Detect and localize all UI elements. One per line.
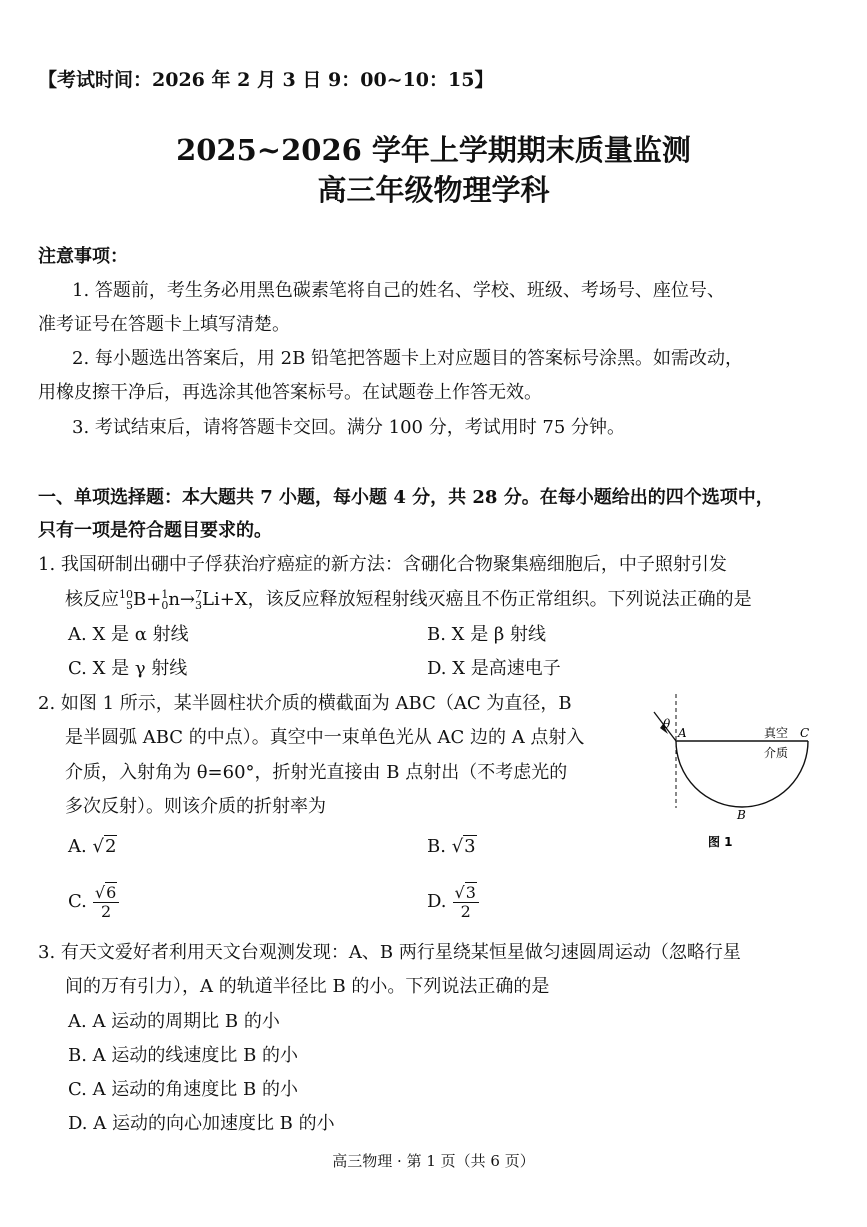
q2-option-a-label: A. xyxy=(68,836,87,857)
q1-line2-prefix: 核反应 xyxy=(65,589,119,610)
figure-caption: 图 1 xyxy=(708,835,733,849)
boron-atomic-number: 5 xyxy=(126,599,133,612)
q2-option-a-radicand: 2 xyxy=(104,836,117,857)
q3-stem-line2: 间的万有引力），A 的轨道半径比 B 的小。下列说法正确的是 xyxy=(65,976,550,997)
q2-option-d-numerator: 3 xyxy=(465,882,476,902)
notice-item-2-line2: 用橡皮擦干净后，再选涂其他答案标号。在试题卷上作答无效。 xyxy=(38,382,542,403)
exam-title-line2: 高三年级物理学科 xyxy=(317,173,550,207)
lithium-symbol: Li+X， xyxy=(202,589,266,610)
q1-stem-line1: 1. 我国研制出硼中子俘获治疗癌症的新方法：含硼化合物聚集癌细胞后，中子照射引发 xyxy=(38,554,727,575)
notice-item-1-line1: 1. 答题前，考生务必用黑色碳素笔将自己的姓名、学校、班级、考场号、座位号、 xyxy=(72,280,725,301)
sqrt-symbol: √6 xyxy=(94,882,117,902)
q3-option-b: B. A 运动的线速度比 B 的小 xyxy=(68,1045,299,1066)
q3-stem-line1: 3. 有天文爱好者利用天文台观测发现：A、B 两行星绕某恒星做匀速圆周运动（忽略行星 xyxy=(38,942,741,963)
q2-option-d xyxy=(427,880,479,924)
boron-symbol: B+ xyxy=(133,589,162,610)
q3-option-a: A. A 运动的周期比 B 的小 xyxy=(68,1011,280,1032)
q1-option-b: B. X 是 β 射线 xyxy=(427,624,547,645)
fraction xyxy=(93,884,119,921)
boron-mass-number: 10 xyxy=(119,588,133,601)
q2-option-d-label: D. xyxy=(427,891,447,912)
sqrt-symbol: √3 xyxy=(454,882,476,902)
notice-item-3: 3. 考试结束后，请将答题卡交回。满分 100 分，考试用时 75 分钟。 xyxy=(72,417,626,438)
section-1-line1: 一、单项选择题：本大题共 7 小题，每小题 4 分，共 28 分。在每小题给出的四个选项中， xyxy=(38,487,774,508)
q1-option-c: C. X 是 γ 射线 xyxy=(68,658,188,679)
exam-title-line1: 2025~2026 学年上学期期末质量监测 xyxy=(176,133,691,167)
q2-stem-line4: 多次反射）。则该介质的折射率为 xyxy=(65,796,326,817)
boron-nuclide xyxy=(119,588,133,612)
q3-option-c: C. A 运动的角速度比 B 的小 xyxy=(68,1079,298,1100)
neutron-mass-number: 1 xyxy=(161,588,169,601)
q1-option-d: D. X 是高速电子 xyxy=(427,658,561,679)
neutron-symbol: n→ xyxy=(168,589,195,610)
q1-option-a: A. X 是 α 射线 xyxy=(68,624,189,645)
medium-label: 介质 xyxy=(764,746,789,760)
section-1-line2: 只有一项是符合题目要求的。 xyxy=(38,520,272,541)
q2-option-a xyxy=(68,835,117,859)
figure-1-diagram xyxy=(640,690,830,855)
q1-stem-line2 xyxy=(65,588,752,612)
notice-item-1-line2: 准考证号在答题卡上填写清楚。 xyxy=(38,314,290,335)
q2-option-b-label: B. xyxy=(427,836,446,857)
theta-label: θ xyxy=(663,717,671,731)
q2-option-b-radicand: 3 xyxy=(464,836,476,857)
exam-time: 【考试时间：2026 年 2 月 3 日 9：00~10：15】 xyxy=(38,69,494,91)
page-footer: 高三物理 · 第 1 页（共 6 页） xyxy=(332,1152,535,1170)
q2-option-c-label: C. xyxy=(68,891,87,912)
sqrt-symbol: √3 xyxy=(451,836,476,857)
point-a-label: A xyxy=(678,726,687,740)
semicircle-arc xyxy=(676,741,808,807)
sqrt-symbol: √2 xyxy=(92,836,117,857)
q2-stem-line3: 介质，入射角为 θ=60°，折射光直接由 B 点射出（不考虑光的 xyxy=(65,762,568,783)
neutron-nuclide xyxy=(161,588,168,612)
lithium-nuclide xyxy=(195,588,202,612)
fraction xyxy=(453,884,479,921)
lithium-atomic-number: 3 xyxy=(195,599,202,612)
q2-option-c-numerator: 6 xyxy=(106,882,117,902)
q2-option-d-denominator: 2 xyxy=(460,901,471,921)
neutron-charge-number: 0 xyxy=(161,599,169,612)
notice-heading: 注意事项： xyxy=(38,246,128,267)
lithium-mass-number: 7 xyxy=(195,588,202,601)
notice-item-2-line1: 2. 每小题选出答案后，用 2B 铅笔把答题卡上对应题目的答案标号涂黑。如需改动， xyxy=(72,348,744,369)
q3-option-d: D. A 运动的向心加速度比 B 的小 xyxy=(68,1113,335,1134)
q2-stem-line1: 2. 如图 1 所示，某半圆柱状介质的横截面为 ABC（AC 为直径，B xyxy=(38,693,572,714)
q1-line2-suffix: 该反应释放短程射线灭癌且不伤正常组织。下列说法正确的是 xyxy=(265,589,752,610)
point-c-label: C xyxy=(800,726,810,740)
point-b-label: B xyxy=(737,808,746,822)
q2-option-b xyxy=(427,835,477,859)
q2-option-c-denominator: 2 xyxy=(100,901,112,921)
q2-option-c xyxy=(68,880,119,924)
q2-stem-line2: 是半圆弧 ABC 的中点）。真空中一束单色光从 AC 边的 A 点射入 xyxy=(65,727,585,748)
vacuum-label: 真空 xyxy=(764,726,789,740)
